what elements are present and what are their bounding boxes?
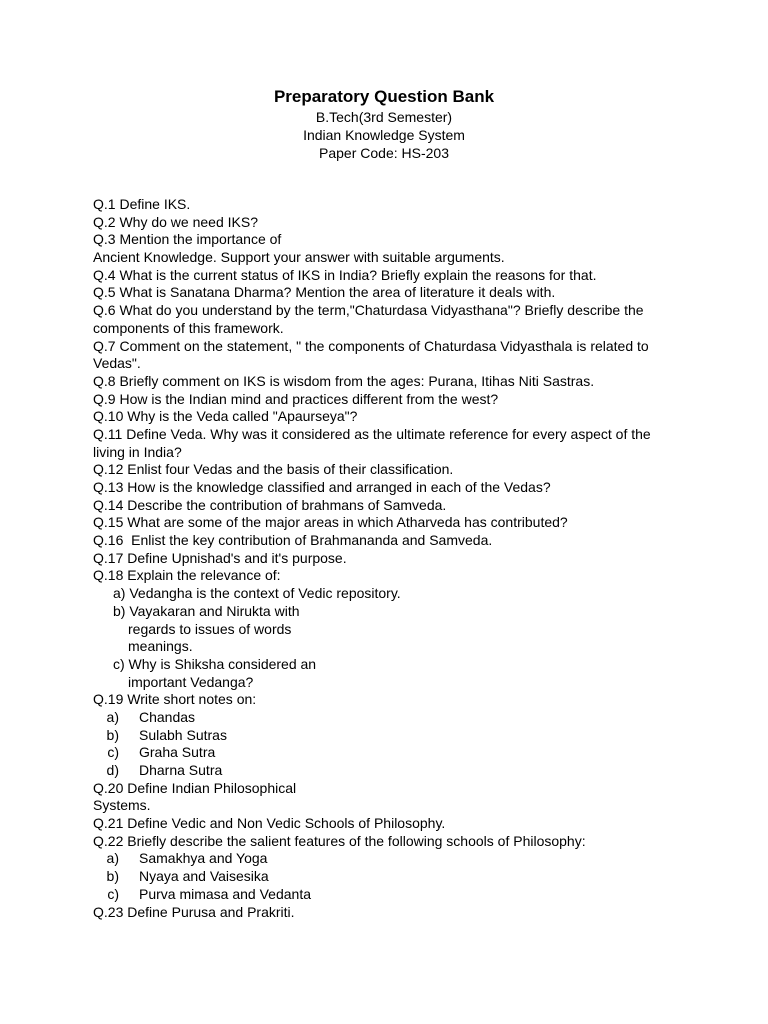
question-line: Q.18 Explain the relevance of: — [93, 567, 281, 584]
question-line: Q.11 Define Veda. Why was it considered as the ultimate reference for every aspect of the — [93, 425, 651, 442]
question-line: Q.17 Define Upnishad's and it's purpose. — [93, 549, 347, 566]
question-line: Systems. — [93, 797, 151, 814]
question-line: Q.7 Comment on the statement, " the components of Chaturdasa Vidyasthala is related to — [93, 337, 649, 354]
list-item-text: Nyaya and Vaisesika — [139, 868, 269, 885]
question-line: components of this framework. — [93, 319, 284, 336]
subject-name: Indian Knowledge System — [303, 127, 465, 143]
course-name: B.Tech(3rd Semester) — [315, 109, 453, 125]
list-item — [93, 744, 693, 762]
list-marker: c) — [107, 885, 119, 902]
question-line: Q.2 Why do we need IKS? — [93, 213, 258, 230]
list-marker: c) — [107, 744, 119, 761]
question-line: Q.15 What are some of the major areas in which Atharveda has contributed? — [93, 514, 568, 531]
question-line: Q.21 Define Vedic and Non Vedic Schools of Philosophy. — [93, 815, 446, 832]
sub-question-line: a) Vedangha is the context of Vedic repository. — [113, 585, 401, 602]
question-line: Q.6 What do you understand by the term,"Chaturdasa Vidyasthana"? Briefly describe the — [93, 302, 644, 319]
list-marker: a) — [106, 850, 119, 867]
list-item-text: Graha Sutra — [139, 744, 216, 761]
question-line: Q.10 Why is the Veda called "Apaurseya"? — [93, 408, 358, 425]
list-item — [93, 762, 693, 780]
sub-question-continuation: regards to issues of words — [128, 620, 292, 637]
document-header — [0, 86, 768, 162]
list-item — [93, 727, 693, 745]
document-title: Preparatory Question Bank — [273, 87, 495, 106]
question-line: Q.13 How is the knowledge classified and arranged in each of the Vedas? — [93, 479, 551, 495]
list-item-text: Chandas — [139, 708, 196, 725]
list-marker: b) — [106, 726, 119, 743]
question-line: Q.20 Define Indian Philosophical — [93, 779, 297, 796]
sub-question-continuation: important Vedanga? — [128, 673, 254, 690]
sub-question-line: b) Vayakaran and Nirukta with — [113, 602, 300, 619]
question-line: Ancient Knowledge. Support your answer with suitable arguments. — [93, 249, 505, 266]
question-line: Q.4 What is the current status of IKS in India? Briefly explain the reasons for that. — [93, 266, 597, 283]
question-line: Q.14 Describe the contribution of brahmans of Samveda. — [93, 496, 447, 513]
question-line: Q.12 Enlist four Vedas and the basis of their classification. — [93, 461, 454, 478]
list-item — [93, 850, 693, 868]
question-line: living in India? — [93, 443, 182, 460]
sub-question-line: c) Why is Shiksha considered an — [113, 655, 317, 672]
list-item — [93, 868, 693, 886]
list-marker: d) — [106, 762, 119, 778]
list-item — [93, 709, 693, 727]
list-marker: a) — [106, 708, 119, 725]
question-line: Q.5 What is Sanatana Dharma? Mention the area of literature it deals with. — [93, 284, 556, 301]
list-item-text: Dharna Sutra — [139, 762, 223, 778]
question-line: Q.1 Define IKS. — [93, 196, 191, 212]
list-item — [93, 886, 693, 904]
question-line: Q.16 Enlist the key contribution of Brahmananda and Samveda. — [93, 532, 493, 549]
list-item-text: Samakhya and Yoga — [139, 850, 268, 867]
list-item-text: Sulabh Sutras — [139, 726, 227, 743]
question-line: Vedas". — [93, 355, 141, 372]
list-marker: b) — [106, 868, 119, 885]
question-line: Q.19 Write short notes on: — [93, 691, 257, 708]
question-line: Q.8 Briefly comment on IKS is wisdom from the ages: Purana, Itihas Niti Sastras. — [93, 372, 595, 389]
question-list — [93, 196, 693, 921]
question-line: Q.22 Briefly describe the salient features of the following schools of Philosophy: — [93, 832, 586, 849]
sub-question-continuation: meanings. — [128, 638, 193, 655]
list-item-text: Purva mimasa and Vedanta — [139, 885, 311, 902]
question-line: Q.9 How is the Indian mind and practices different from the west? — [93, 390, 499, 407]
question-line: Q.3 Mention the importance of — [93, 231, 282, 248]
paper-code: Paper Code: HS-203 — [319, 145, 449, 161]
question-line: Q.23 Define Purusa and Prakriti. — [93, 903, 295, 920]
